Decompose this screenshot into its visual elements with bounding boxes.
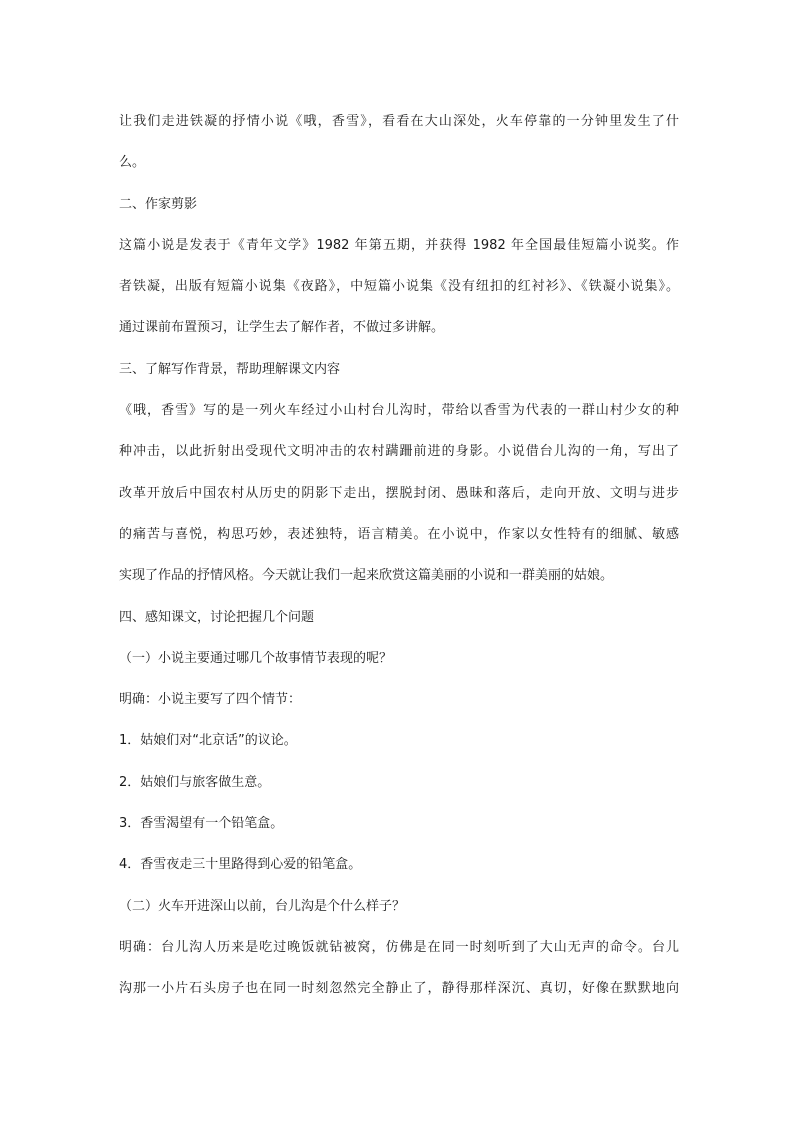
answer-line: 明确：小说主要写了四个情节： [119, 692, 302, 708]
section-heading: 三、了解写作背景，帮助理解课文内容 [119, 361, 341, 377]
paragraph-line: 么。 [119, 155, 146, 171]
paragraph-line: 实现了作品的抒情风格。今天就让我们一起来欣赏这篇美丽的小说和一群美丽的姑娘。 [119, 568, 614, 584]
document-body [119, 101, 679, 1010]
paragraph-line: 这篇小说是发表于《青年文学》1982 年第五期，并获得 1982 年全国最佳短篇小说奖。作 [119, 237, 679, 253]
section-heading: 二、作家剪影 [119, 196, 198, 212]
list-item: 3．香雪渴望有一个铅笔盒。 [119, 816, 284, 832]
paragraph-line: 让我们走进铁凝的抒情小说《哦，香雪》，看看在大山深处，火车停靠的一分钟里发生了什 [119, 114, 679, 129]
list-item: 4．香雪夜走三十里路得到心爱的铅笔盒。 [119, 857, 362, 873]
question-heading: （二）火车开进深山以前，台儿沟是个什么样子？ [119, 898, 406, 914]
paragraph-line: 的痛苦与喜悦，构思巧妙，表述独特，语言精美。在小说中，作家以女性特有的细腻、敏感 [119, 526, 679, 542]
list-item: 1．姑娘们对“北京话”的议论。 [119, 733, 297, 749]
list-item: 2．姑娘们与旅客做生意。 [119, 774, 271, 790]
section-heading: 四、感知课文，讨论把握几个问题 [119, 609, 315, 625]
paragraph-line: 改革开放后中国农村从历史的阴影下走出，摆脱封闭、愚昧和落后，走向开放、文明与进步 [119, 485, 679, 501]
paragraph-line: 通过课前布置预习，让学生去了解作者，不做过多讲解。 [119, 320, 445, 336]
answer-line: 明确：台儿沟人历来是吃过晚饭就钻被窝，仿佛是在同一时刻听到了大山无声的命令。台儿 [119, 939, 679, 955]
question-heading: （一）小说主要通过哪几个故事情节表现的呢？ [119, 650, 393, 666]
paragraph-line: 沟那一小片石头房子也在同一时刻忽然完全静止了，静得那样深沉、真切，好像在默默地向 [119, 981, 679, 997]
paragraph-line: 种冲击，以此折射出受现代文明冲击的农村蹒跚前进的身影。小说借台儿沟的一角，写出了 [119, 444, 679, 460]
paragraph-line: 《哦，香雪》写的是一列火车经过小山村台儿沟时，带给以香雪为代表的一群山村少女的种 [119, 403, 679, 419]
paragraph-line: 者铁凝，出版有短篇小说集《夜路》，中短篇小说集《没有纽扣的红衬衫》、《铁凝小说集》。 [119, 279, 679, 295]
